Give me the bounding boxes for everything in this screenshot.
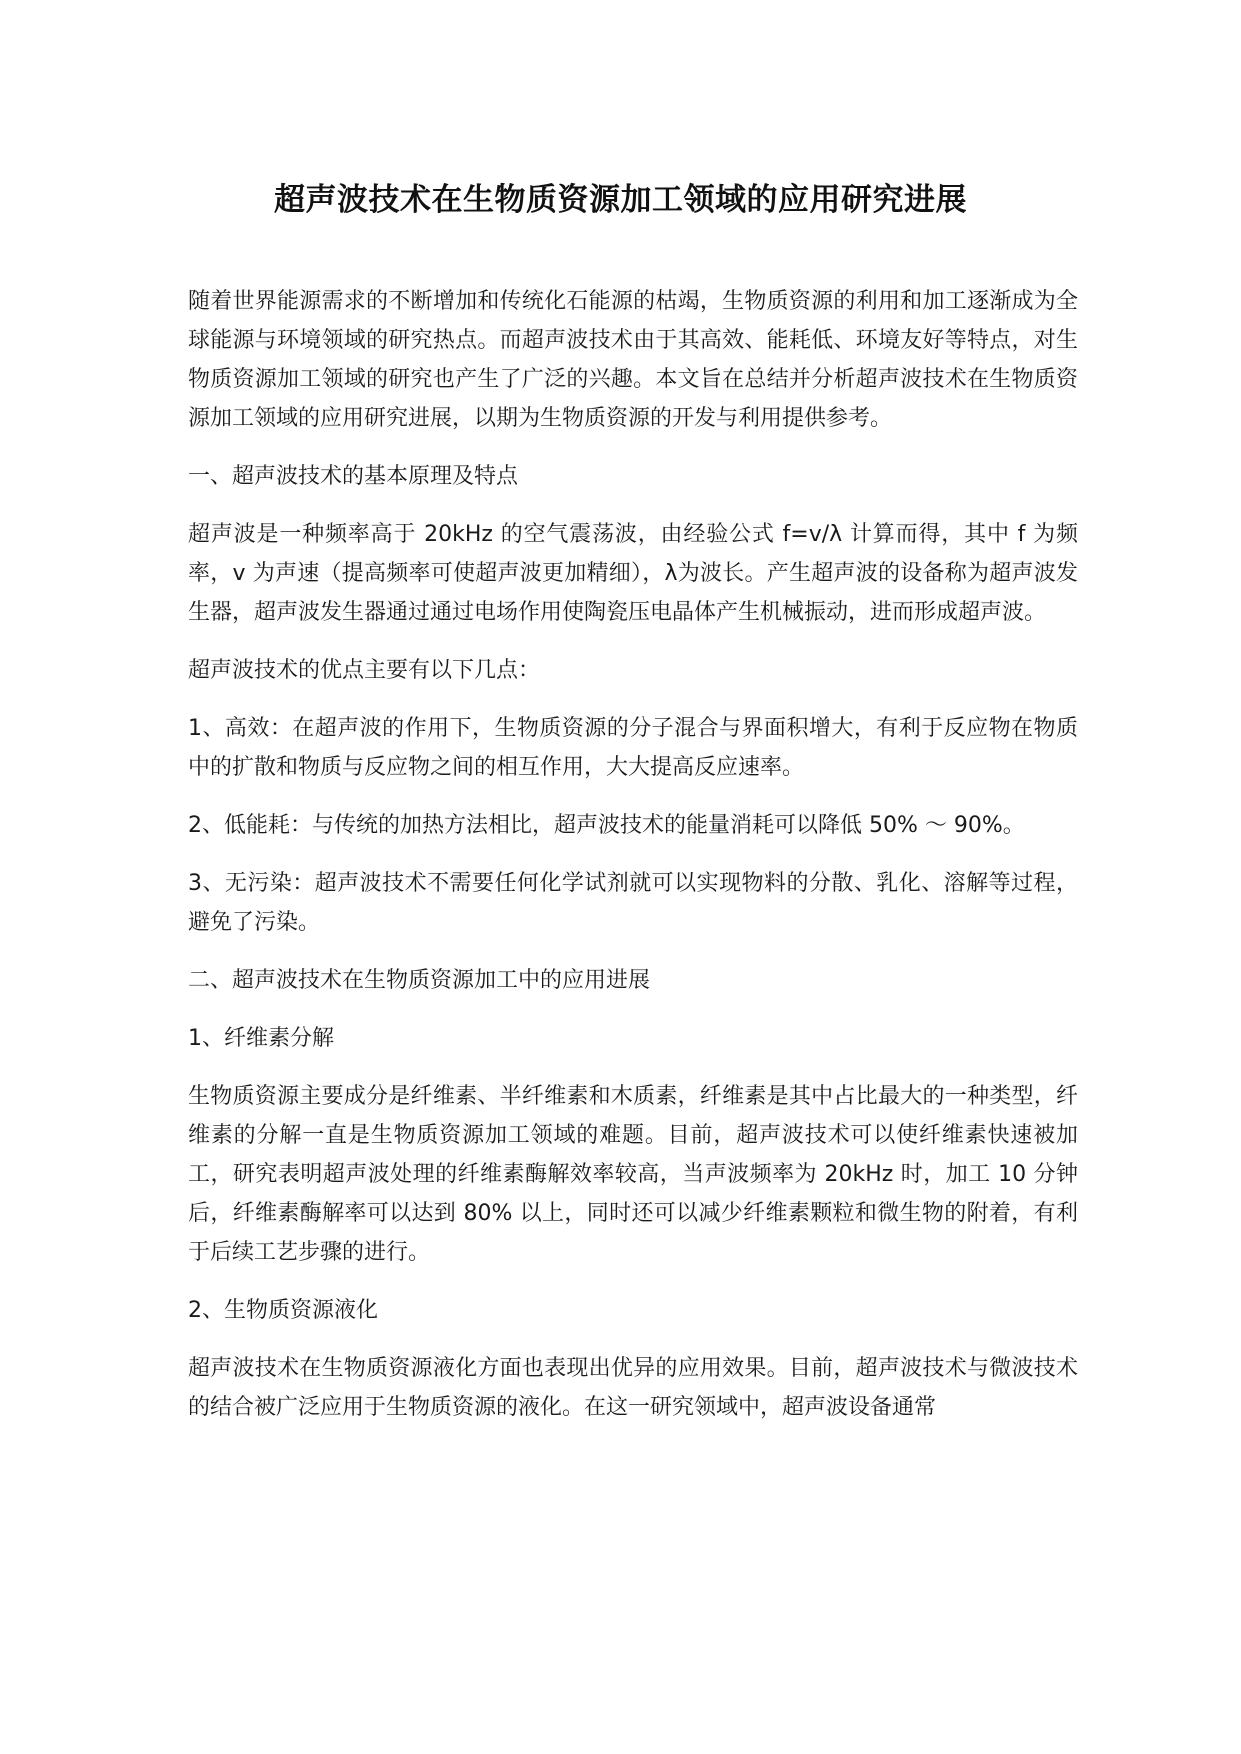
advantages-intro: 超声波技术的优点主要有以下几点： xyxy=(188,658,541,683)
subsection-liquefaction-heading: 2、生物质资源液化 xyxy=(188,1298,378,1323)
advantage-item-low-energy: 2、低能耗：与传统的加热方法相比，超声波技术的能量消耗可以降低 50% ～ 90%。 xyxy=(188,813,1025,838)
advantage-item-no-pollution: 3、无污染：超声波技术不需要任何化学试剂就可以实现物料的分散、乳化、溶解等过程，避免了污染。 xyxy=(188,871,1078,935)
section-1-heading: 一、超声波技术的基本原理及特点 xyxy=(188,464,519,489)
advantage-item-efficiency: 1、高效：在超声波的作用下，生物质资源的分子混合与界面积增大，有利于反应物在物质中的扩散和物质与反应物之间的相互作用，大大提高反应速率。 xyxy=(188,716,1078,780)
intro-paragraph: 随着世界能源需求的不断增加和传统化石能源的枯竭，生物质资源的利用和加工逐渐成为全球能源与环境领域的研究热点。而超声波技术由于其高效、能耗低、环境友好等特点，对生物质资源加工领域的研究也产生了广泛的兴趣。本文旨在总结并分析超声波技术在生物质资源加工领域的应用研究进展，以期为生物质资源的开发与利用提供参考。 xyxy=(188,289,1078,431)
document-title: 超声波技术在生物质资源加工领域的应用研究进展 xyxy=(274,182,967,218)
liquefaction-paragraph: 超声波技术在生物质资源液化方面也表现出优异的应用效果。目前，超声波技术与微波技术的结合被广泛应用于生物质资源的液化。在这一研究领域中，超声波设备通常 xyxy=(188,1356,1078,1420)
cellulose-paragraph: 生物质资源主要成分是纤维素、半纤维素和木质素，纤维素是其中占比最大的一种类型，纤维素的分解一直是生物质资源加工领域的难题。目前，超声波技术可以使纤维素快速被加工，研究表明超声波处理的纤维素酶解效率较高，当声波频率为 20kHz 时，加工 10 分钟后，纤维素酶解率可以达到 80% 以上，同时还可以减少纤维素颗粒和微生物的附着，有利于后续工艺步骤的进行。 xyxy=(188,1084,1078,1265)
section-2-heading: 二、超声波技术在生物质资源加工中的应用进展 xyxy=(188,968,651,993)
subsection-cellulose-heading: 1、纤维素分解 xyxy=(188,1026,334,1051)
principle-paragraph: 超声波是一种频率高于 20kHz 的空气震荡波，由经验公式 f=v/λ 计算而得，其中 f 为频率，v 为声速（提高频率可使超声波更加精细），λ为波长。产生超声波的设备称为超声波发生器，超声波发生器通过通过电场作用使陶瓷压电晶体产生机械振动，进而形成超声波。 xyxy=(188,522,1078,625)
document-body xyxy=(188,282,1078,1446)
